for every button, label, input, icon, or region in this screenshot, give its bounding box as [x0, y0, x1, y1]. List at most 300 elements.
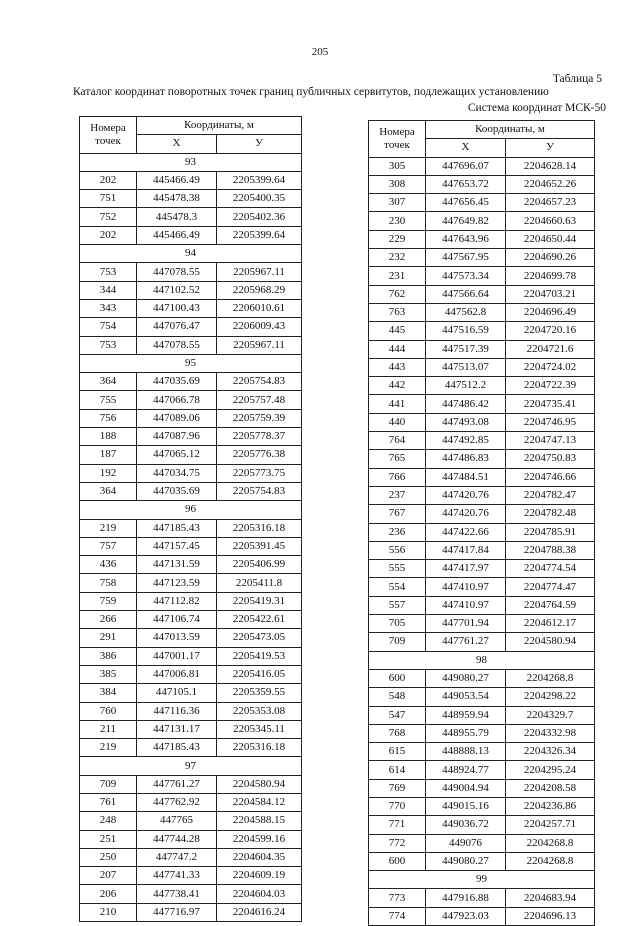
group-number: 94 [80, 245, 302, 263]
y-coordinate-cell: 2204657.23 [506, 194, 595, 212]
x-coordinate-cell: 447185.43 [137, 519, 217, 537]
point-number-cell: 385 [80, 665, 137, 683]
table-row [80, 409, 302, 427]
table-row [369, 541, 595, 559]
table-row [369, 761, 595, 779]
table-row [369, 322, 595, 340]
table-row [369, 797, 595, 815]
group-number: 97 [80, 757, 302, 775]
y-coordinate-cell: 2205399.64 [217, 171, 302, 189]
point-number-cell: 770 [369, 797, 426, 815]
x-coordinate-cell: 447512.2 [426, 377, 506, 395]
x-coordinate-cell: 447006.81 [137, 665, 217, 683]
header-coordinates: Координаты, м [426, 121, 595, 139]
y-coordinate-cell: 2204746.66 [506, 468, 595, 486]
y-coordinate-cell: 2204696.49 [506, 303, 595, 321]
y-coordinate-cell: 2205776.38 [217, 446, 302, 464]
x-coordinate-cell: 449004.94 [426, 779, 506, 797]
point-number-cell: 230 [369, 212, 426, 230]
header-point-numbers: Номера точек [80, 117, 137, 154]
point-number-cell: 758 [80, 574, 137, 592]
y-coordinate-cell: 2204298.22 [506, 688, 595, 706]
y-coordinate-cell: 2204599.16 [217, 830, 302, 848]
point-number-cell: 231 [369, 267, 426, 285]
point-number-cell: 753 [80, 336, 137, 354]
y-coordinate-cell: 2205968.29 [217, 281, 302, 299]
y-coordinate-cell: 2204722.39 [506, 377, 595, 395]
table-row [80, 812, 302, 830]
point-number-cell: 771 [369, 816, 426, 834]
x-coordinate-cell: 447112.82 [137, 592, 217, 610]
y-coordinate-cell: 2204329.7 [506, 706, 595, 724]
y-coordinate-cell: 2204720.16 [506, 322, 595, 340]
y-coordinate-cell: 2205316.18 [217, 519, 302, 537]
point-number-cell: 615 [369, 743, 426, 761]
left-coordinates-table [79, 116, 302, 922]
table-row [369, 523, 595, 541]
y-coordinate-cell: 2204580.94 [506, 633, 595, 651]
y-coordinate-cell: 2205759.39 [217, 409, 302, 427]
point-number-cell: 547 [369, 706, 426, 724]
table-row [80, 226, 302, 244]
y-coordinate-cell: 2204652.26 [506, 175, 595, 193]
table-row [80, 373, 302, 391]
table-row [80, 299, 302, 317]
table-row [80, 830, 302, 848]
x-coordinate-cell: 447653.72 [426, 175, 506, 193]
x-coordinate-cell: 447486.42 [426, 395, 506, 413]
x-coordinate-cell: 448888.13 [426, 743, 506, 761]
table-row [80, 720, 302, 738]
point-number-cell: 614 [369, 761, 426, 779]
group-row [369, 871, 595, 889]
y-coordinate-cell: 2204788.38 [506, 541, 595, 559]
point-number-cell: 759 [80, 592, 137, 610]
x-coordinate-cell: 447078.55 [137, 336, 217, 354]
point-number-cell: 557 [369, 596, 426, 614]
point-number-cell: 219 [80, 519, 137, 537]
y-coordinate-cell: 2204295.24 [506, 761, 595, 779]
x-coordinate-cell: 447492.85 [426, 432, 506, 450]
point-number-cell: 207 [80, 867, 137, 885]
y-coordinate-cell: 2205754.83 [217, 373, 302, 391]
x-coordinate-cell: 448924.77 [426, 761, 506, 779]
point-number-cell: 441 [369, 395, 426, 413]
point-number-cell: 751 [80, 190, 137, 208]
x-coordinate-cell: 447087.96 [137, 428, 217, 446]
table-row [80, 702, 302, 720]
table-row [369, 743, 595, 761]
x-coordinate-cell: 447123.59 [137, 574, 217, 592]
y-coordinate-cell: 2205416.05 [217, 665, 302, 683]
point-number-cell: 756 [80, 409, 137, 427]
x-coordinate-cell: 447762.92 [137, 793, 217, 811]
x-coordinate-cell: 447513.07 [426, 358, 506, 376]
table-row [80, 647, 302, 665]
x-coordinate-cell: 449080.27 [426, 852, 506, 870]
y-coordinate-cell: 2204660.63 [506, 212, 595, 230]
x-coordinate-cell: 447562.8 [426, 303, 506, 321]
table-row [369, 450, 595, 468]
table-row [369, 834, 595, 852]
group-number: 95 [80, 354, 302, 372]
point-number-cell: 554 [369, 578, 426, 596]
x-coordinate-cell: 447131.17 [137, 720, 217, 738]
point-number-cell: 188 [80, 428, 137, 446]
table-row [369, 212, 595, 230]
point-number-cell: 229 [369, 230, 426, 248]
x-coordinate-cell: 445478.3 [137, 208, 217, 226]
table-row [80, 263, 302, 281]
y-coordinate-cell: 2204612.17 [506, 615, 595, 633]
y-coordinate-cell: 2204699.78 [506, 267, 595, 285]
point-number-cell: 364 [80, 373, 137, 391]
y-coordinate-cell: 2204588.15 [217, 812, 302, 830]
x-coordinate-cell: 447516.59 [426, 322, 506, 340]
y-coordinate-cell: 2204774.54 [506, 560, 595, 578]
x-coordinate-cell: 445466.49 [137, 226, 217, 244]
point-number-cell: 364 [80, 482, 137, 500]
x-coordinate-cell: 447566.64 [426, 285, 506, 303]
y-coordinate-cell: 2205391.45 [217, 537, 302, 555]
y-coordinate-cell: 2204690.26 [506, 249, 595, 267]
point-number-cell: 600 [369, 852, 426, 870]
y-coordinate-cell: 2205754.83 [217, 482, 302, 500]
x-coordinate-cell: 447744.28 [137, 830, 217, 848]
x-coordinate-cell: 447001.17 [137, 647, 217, 665]
y-coordinate-cell: 2204724.02 [506, 358, 595, 376]
x-coordinate-cell: 447643.96 [426, 230, 506, 248]
point-number-cell: 705 [369, 615, 426, 633]
x-coordinate-cell: 447716.97 [137, 903, 217, 921]
table-row [80, 428, 302, 446]
y-coordinate-cell: 2204604.03 [217, 885, 302, 903]
x-coordinate-cell: 447916.88 [426, 889, 506, 907]
y-coordinate-cell: 2204604.35 [217, 848, 302, 866]
point-number-cell: 445 [369, 322, 426, 340]
table-row [80, 611, 302, 629]
table-row [80, 592, 302, 610]
y-coordinate-cell: 2204650.44 [506, 230, 595, 248]
group-row [80, 757, 302, 775]
point-number-cell: 754 [80, 318, 137, 336]
point-number-cell: 442 [369, 377, 426, 395]
y-coordinate-cell: 2205400.35 [217, 190, 302, 208]
table-row [369, 688, 595, 706]
point-number-cell: 757 [80, 537, 137, 555]
y-coordinate-cell: 2204326.34 [506, 743, 595, 761]
x-coordinate-cell: 447486.83 [426, 450, 506, 468]
y-coordinate-cell: 2204721.6 [506, 340, 595, 358]
table-row [369, 779, 595, 797]
y-coordinate-cell: 2205345.11 [217, 720, 302, 738]
x-coordinate-cell: 448959.94 [426, 706, 506, 724]
point-number-cell: 250 [80, 848, 137, 866]
y-coordinate-cell: 2204268.8 [506, 834, 595, 852]
x-coordinate-cell: 447517.39 [426, 340, 506, 358]
y-coordinate-cell: 2204268.8 [506, 669, 595, 687]
y-coordinate-cell: 2204746.95 [506, 413, 595, 431]
table-row [369, 578, 595, 596]
y-coordinate-cell: 2205402.36 [217, 208, 302, 226]
y-coordinate-cell: 2205316.18 [217, 739, 302, 757]
table-row [80, 336, 302, 354]
table-row [80, 867, 302, 885]
y-coordinate-cell: 2206009.43 [217, 318, 302, 336]
x-coordinate-cell: 447417.97 [426, 560, 506, 578]
point-number-cell: 344 [80, 281, 137, 299]
x-coordinate-cell: 447013.59 [137, 629, 217, 647]
x-coordinate-cell: 447422.66 [426, 523, 506, 541]
x-coordinate-cell: 449076 [426, 834, 506, 852]
table-row [80, 190, 302, 208]
table-row [80, 391, 302, 409]
y-coordinate-cell: 2204703.21 [506, 285, 595, 303]
point-number-cell: 202 [80, 171, 137, 189]
table-row [369, 285, 595, 303]
y-coordinate-cell: 2204747.13 [506, 432, 595, 450]
point-number-cell: 192 [80, 464, 137, 482]
point-number-cell: 187 [80, 446, 137, 464]
x-coordinate-cell: 447410.97 [426, 596, 506, 614]
header-x: X [426, 139, 506, 157]
y-coordinate-cell: 2205359.55 [217, 684, 302, 702]
table-row [369, 230, 595, 248]
point-number-cell: 251 [80, 830, 137, 848]
table-row [369, 175, 595, 193]
x-coordinate-cell: 447105.1 [137, 684, 217, 702]
x-coordinate-cell: 447656.45 [426, 194, 506, 212]
table-row [369, 468, 595, 486]
x-coordinate-cell: 447035.69 [137, 482, 217, 500]
x-coordinate-cell: 447493.08 [426, 413, 506, 431]
table-row [80, 848, 302, 866]
x-coordinate-cell: 447765 [137, 812, 217, 830]
point-number-cell: 237 [369, 486, 426, 504]
table-row [369, 377, 595, 395]
point-number-cell: 772 [369, 834, 426, 852]
group-number: 96 [80, 501, 302, 519]
y-coordinate-cell: 2205411.8 [217, 574, 302, 592]
y-coordinate-cell: 2204208.58 [506, 779, 595, 797]
x-coordinate-cell: 447100.43 [137, 299, 217, 317]
table-row [80, 482, 302, 500]
x-coordinate-cell: 447420.76 [426, 486, 506, 504]
table-row [369, 816, 595, 834]
right-coordinates-table [368, 120, 595, 926]
table-row [80, 318, 302, 336]
point-number-cell: 774 [369, 907, 426, 925]
y-coordinate-cell: 2205419.31 [217, 592, 302, 610]
table-row [80, 281, 302, 299]
y-coordinate-cell: 2205422.61 [217, 611, 302, 629]
y-coordinate-cell: 2204257.71 [506, 816, 595, 834]
x-coordinate-cell: 447410.97 [426, 578, 506, 596]
header-y: У [217, 135, 302, 153]
y-coordinate-cell: 2204628.14 [506, 157, 595, 175]
y-coordinate-cell: 2204683.94 [506, 889, 595, 907]
table-row [369, 706, 595, 724]
point-number-cell: 760 [80, 702, 137, 720]
y-coordinate-cell: 2205773.75 [217, 464, 302, 482]
y-coordinate-cell: 2204750.83 [506, 450, 595, 468]
table-row [80, 171, 302, 189]
x-coordinate-cell: 447573.34 [426, 267, 506, 285]
x-coordinate-cell: 449015.16 [426, 797, 506, 815]
x-coordinate-cell: 445466.49 [137, 171, 217, 189]
x-coordinate-cell: 447701.94 [426, 615, 506, 633]
table-row [369, 852, 595, 870]
table-row [369, 505, 595, 523]
point-number-cell: 761 [80, 793, 137, 811]
table-label: Таблица 5 [552, 73, 602, 85]
point-number-cell: 443 [369, 358, 426, 376]
table-row [80, 629, 302, 647]
table-row [369, 267, 595, 285]
y-coordinate-cell: 2204774.47 [506, 578, 595, 596]
point-number-cell: 202 [80, 226, 137, 244]
point-number-cell: 709 [80, 775, 137, 793]
x-coordinate-cell: 449053.54 [426, 688, 506, 706]
table-row [80, 574, 302, 592]
table-row [80, 684, 302, 702]
point-number-cell: 755 [80, 391, 137, 409]
x-coordinate-cell: 447076.47 [137, 318, 217, 336]
table-row [369, 395, 595, 413]
point-number-cell: 305 [369, 157, 426, 175]
group-number: 98 [369, 651, 595, 669]
y-coordinate-cell: 2205967.11 [217, 263, 302, 281]
table-row [80, 903, 302, 921]
table-row [80, 208, 302, 226]
y-coordinate-cell: 2205967.11 [217, 336, 302, 354]
x-coordinate-cell: 447761.27 [426, 633, 506, 651]
table-row [80, 446, 302, 464]
table-row [369, 432, 595, 450]
x-coordinate-cell: 447034.75 [137, 464, 217, 482]
header-y: У [506, 139, 595, 157]
x-coordinate-cell: 447066.78 [137, 391, 217, 409]
group-row [80, 153, 302, 171]
point-number-cell: 248 [80, 812, 137, 830]
point-number-cell: 291 [80, 629, 137, 647]
x-coordinate-cell: 447035.69 [137, 373, 217, 391]
table-row [80, 519, 302, 537]
table-row [369, 560, 595, 578]
table-row [369, 633, 595, 651]
y-coordinate-cell: 2205406.99 [217, 556, 302, 574]
table-row [369, 157, 595, 175]
point-number-cell: 206 [80, 885, 137, 903]
y-coordinate-cell: 2204764.59 [506, 596, 595, 614]
x-coordinate-cell: 447102.52 [137, 281, 217, 299]
table-row [80, 885, 302, 903]
group-number: 93 [80, 153, 302, 171]
page-number: 205 [311, 46, 329, 58]
header-coordinates: Координаты, м [137, 117, 302, 135]
x-coordinate-cell: 447420.76 [426, 505, 506, 523]
point-number-cell: 768 [369, 724, 426, 742]
x-coordinate-cell: 447747.2 [137, 848, 217, 866]
x-coordinate-cell: 447696.07 [426, 157, 506, 175]
y-coordinate-cell: 2206010.61 [217, 299, 302, 317]
coordinate-system-label: Система координат МСК-50 [467, 102, 606, 114]
y-coordinate-cell: 2205353.08 [217, 702, 302, 720]
x-coordinate-cell: 447185.43 [137, 739, 217, 757]
y-coordinate-cell: 2204696.13 [506, 907, 595, 925]
table-row [369, 303, 595, 321]
x-coordinate-cell: 447738.41 [137, 885, 217, 903]
table-row [369, 340, 595, 358]
point-number-cell: 762 [369, 285, 426, 303]
y-coordinate-cell: 2204609.19 [217, 867, 302, 885]
y-coordinate-cell: 2205399.64 [217, 226, 302, 244]
point-number-cell: 600 [369, 669, 426, 687]
x-coordinate-cell: 449036.72 [426, 816, 506, 834]
point-number-cell: 232 [369, 249, 426, 267]
group-row [80, 354, 302, 372]
table-row [369, 596, 595, 614]
point-number-cell: 343 [80, 299, 137, 317]
point-number-cell: 210 [80, 903, 137, 921]
table-row [80, 464, 302, 482]
point-number-cell: 211 [80, 720, 137, 738]
x-coordinate-cell: 447106.74 [137, 611, 217, 629]
y-coordinate-cell: 2204735.41 [506, 395, 595, 413]
point-number-cell: 767 [369, 505, 426, 523]
y-coordinate-cell: 2204616.24 [217, 903, 302, 921]
header-point-numbers: Номера точек [369, 121, 426, 158]
table-row [369, 413, 595, 431]
table-row [80, 739, 302, 757]
x-coordinate-cell: 447417.84 [426, 541, 506, 559]
x-coordinate-cell: 447649.82 [426, 212, 506, 230]
point-number-cell: 386 [80, 647, 137, 665]
x-coordinate-cell: 447741.33 [137, 867, 217, 885]
left-table-body [80, 153, 302, 921]
point-number-cell: 440 [369, 413, 426, 431]
table-row [369, 724, 595, 742]
x-coordinate-cell: 447923.03 [426, 907, 506, 925]
y-coordinate-cell: 2204584.12 [217, 793, 302, 811]
point-number-cell: 769 [369, 779, 426, 797]
point-number-cell: 763 [369, 303, 426, 321]
point-number-cell: 556 [369, 541, 426, 559]
table-row [80, 793, 302, 811]
point-number-cell: 384 [80, 684, 137, 702]
point-number-cell: 219 [80, 739, 137, 757]
point-number-cell: 773 [369, 889, 426, 907]
group-row [80, 501, 302, 519]
table-row [369, 194, 595, 212]
point-number-cell: 308 [369, 175, 426, 193]
header-x: X [137, 135, 217, 153]
point-number-cell: 236 [369, 523, 426, 541]
table-row [80, 556, 302, 574]
x-coordinate-cell: 449080.27 [426, 669, 506, 687]
y-coordinate-cell: 2204236.86 [506, 797, 595, 815]
table-caption: Каталог координат поворотных точек границ публичных сервитутов, подлежащих установлению [73, 86, 549, 98]
y-coordinate-cell: 2204332.98 [506, 724, 595, 742]
table-row [369, 249, 595, 267]
x-coordinate-cell: 447484.51 [426, 468, 506, 486]
y-coordinate-cell: 2204782.47 [506, 486, 595, 504]
point-number-cell: 444 [369, 340, 426, 358]
x-coordinate-cell: 447089.06 [137, 409, 217, 427]
group-row [80, 245, 302, 263]
table-row [80, 775, 302, 793]
x-coordinate-cell: 447761.27 [137, 775, 217, 793]
